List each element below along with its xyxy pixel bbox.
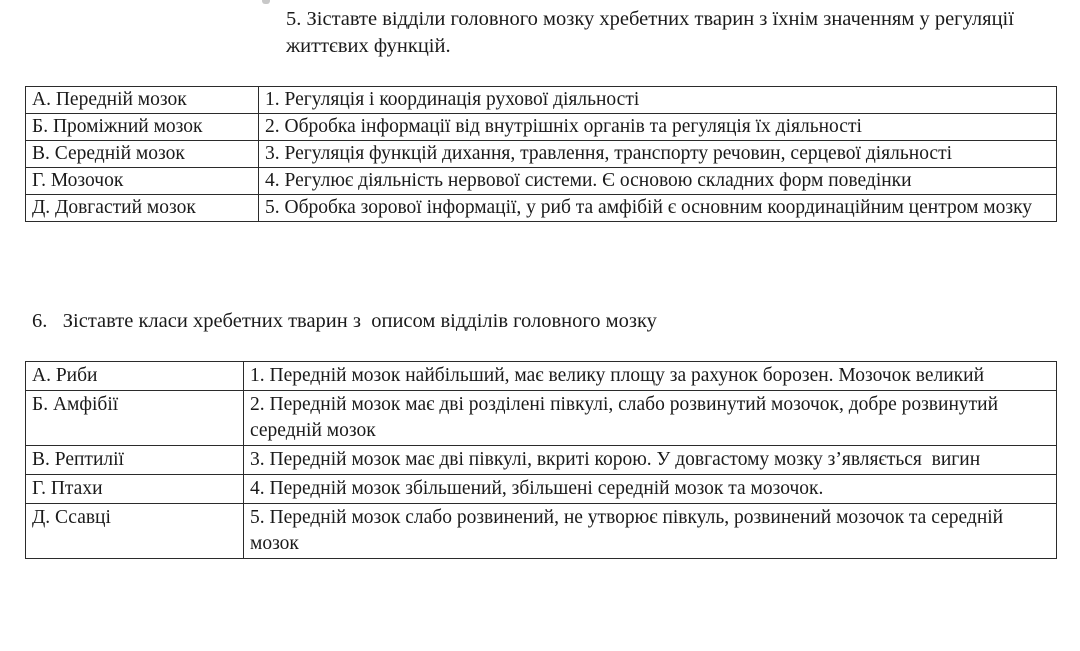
brain-part-cell: Г. Мозочок xyxy=(26,168,259,195)
page-edge-mark xyxy=(262,0,270,4)
brain-part-cell: А. Передній мозок xyxy=(26,87,259,114)
table-row xyxy=(26,475,1057,504)
table-row xyxy=(26,141,1057,168)
brain-description-cell: 2. Передній мозок має дві розділені півкулі, слабо розвинутий мозочок, добре розвинутий середній мозок xyxy=(244,391,1057,446)
table-row xyxy=(26,362,1057,391)
table-row xyxy=(26,87,1057,114)
function-cell: 5. Обробка зорової інформації, у риб та амфібій є основним координаційним центром мозку xyxy=(259,195,1057,222)
question-6-matching-table xyxy=(25,361,1057,559)
animal-class-cell: Г. Птахи xyxy=(26,475,244,504)
table-row xyxy=(26,168,1057,195)
brain-description-cell: 1. Передній мозок найбільший, має велику площу за рахунок борозен. Мозочок великий xyxy=(244,362,1057,391)
function-cell: 1. Регуляція і координація рухової діяльності xyxy=(259,87,1057,114)
function-cell: 3. Регуляція функцій дихання, травлення, транспорту речовин, серцевої діяльності xyxy=(259,141,1057,168)
table-row xyxy=(26,504,1057,559)
animal-class-cell: Б. Амфібії xyxy=(26,391,244,446)
animal-class-cell: А. Риби xyxy=(26,362,244,391)
function-cell: 2. Обробка інформації від внутрішніх органів та регуляція їх діяльності xyxy=(259,114,1057,141)
animal-class-cell: В. Рептилії xyxy=(26,446,244,475)
function-cell: 4. Регулює діяльність нервової системи. Є основою складних форм поведінки xyxy=(259,168,1057,195)
brain-part-cell: В. Середній мозок xyxy=(26,141,259,168)
animal-class-cell: Д. Ссавці xyxy=(26,504,244,559)
brain-part-cell: Б. Проміжний мозок xyxy=(26,114,259,141)
table-row xyxy=(26,391,1057,446)
question-6-title: 6. Зіставте класи хребетних тварин з описом відділів головного мозку xyxy=(32,310,657,332)
table-row xyxy=(26,195,1057,222)
table-row xyxy=(26,446,1057,475)
brain-description-cell: 4. Передній мозок збільшений, збільшені середній мозок та мозочок. xyxy=(244,475,1057,504)
brain-description-cell: 3. Передній мозок має дві півкулі, вкриті корою. У довгастому мозку з’являється вигин xyxy=(244,446,1057,475)
table-row xyxy=(26,114,1057,141)
brain-part-cell: Д. Довгастий мозок xyxy=(26,195,259,222)
question-5-matching-table xyxy=(25,86,1057,222)
brain-description-cell: 5. Передній мозок слабо розвинений, не утворює півкуль, розвинений мозочок та середній мозок xyxy=(244,504,1057,559)
question-5-title: 5. Зіставте відділи головного мозку хребетних тварин з їхнім значенням у регуляції життєвих функцій. xyxy=(286,8,1014,57)
